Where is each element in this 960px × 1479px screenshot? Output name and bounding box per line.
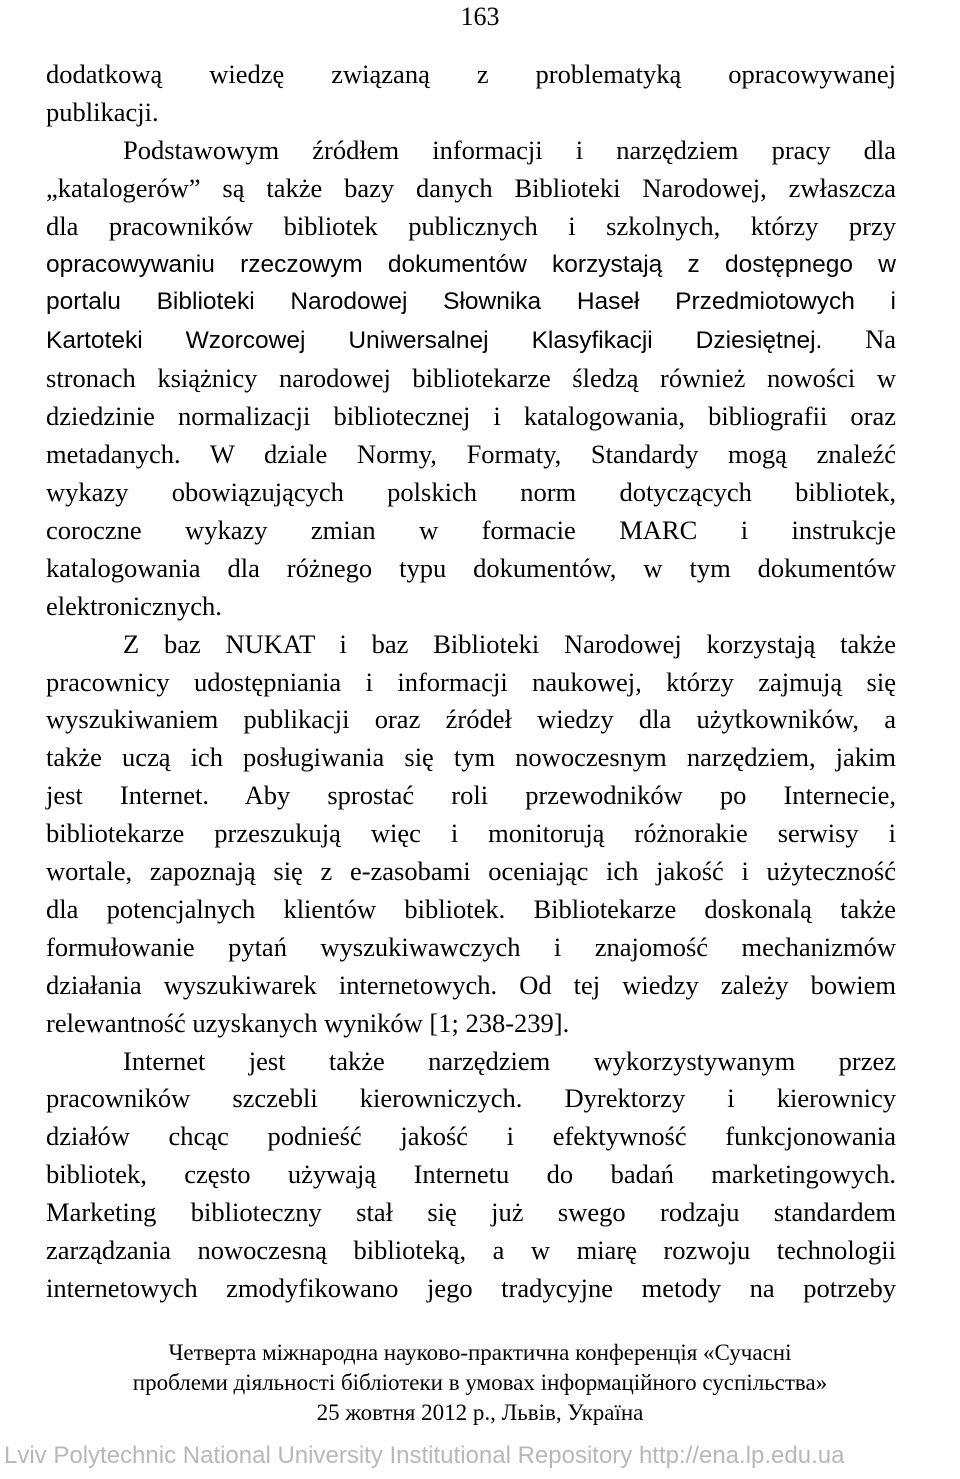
footer-line: 25 жовтня 2012 р., Львів, Україна <box>316 1400 644 1425</box>
text-line: Podstawowym źródłem informacji i narzędziem pracy dla <box>123 134 896 165</box>
text-line: opracowywaniu rzeczowym dokumentów korzystają z dostępnego w <box>46 250 896 278</box>
text-line: katalogowania dla różnego typu dokumentów, w tym dokumentów <box>46 552 896 583</box>
text-line: pracowników szczebli kierowniczych. Dyrektorzy i kierownicy <box>46 1083 896 1114</box>
text-line: relewantność uzyskanych wyników [1; 238-239]. <box>46 1007 570 1038</box>
text-run: Na <box>865 324 896 355</box>
text-line: formułowanie pytań wyszukiwawczych i znajomość mechanizmów <box>46 931 896 962</box>
text-line-mixed <box>46 321 896 360</box>
text-line: Z baz NUKAT i baz Biblioteki Narodowej korzystają także <box>123 628 896 659</box>
text-line: zarządzania nowoczesną biblioteką, a w miarę rozwoju technologii <box>46 1235 896 1266</box>
text-line: dla potencjalnych klientów bibliotek. Bibliotekarze doskonalą także <box>46 893 896 924</box>
text-line: wykazy obowiązujących polskich norm dotyczących bibliotek, <box>46 476 896 507</box>
text-line: Marketing biblioteczny stał się już swego rodzaju standardem <box>46 1197 896 1228</box>
text-line: bibliotek, często używają Internetu do badań marketingowych. <box>46 1159 896 1190</box>
text-line: metadanych. W dziale Normy, Formaty, Standardy mogą znaleźć <box>46 439 896 470</box>
text-line: dodatkową wiedzę związaną z problematyką opracowywanej <box>46 59 896 89</box>
text-line: pracownicy udostępniania i informacji naukowej, którzy zajmują się <box>46 666 896 697</box>
text-line: elektronicznych. <box>46 590 222 621</box>
text-line: stronach książnicy narodowej bibliotekarze śledzą również nowości w <box>46 363 896 394</box>
page-number: 163 <box>460 2 500 31</box>
text-line: dla pracowników bibliotek publicznych i szkolnych, którzy przy <box>46 210 896 241</box>
text-run: Kartoteki Wzorcowej Uniwersalnej Klasyfikacji Dziesiętnej. <box>46 327 823 355</box>
text-line: jest Internet. Aby sprostać roli przewodników po Internecie, <box>46 780 896 811</box>
footer-line: проблеми діяльності бібліотеки в умовах інформаційного суспільства» <box>132 1370 828 1395</box>
repository-watermark: Lviv Polytechnic National University Institutional Repository http://ena.lp.edu.ua <box>4 1442 845 1469</box>
body-text <box>46 56 896 1308</box>
text-line: portalu Biblioteki Narodowej Słownika Haseł Przedmiotowych i <box>46 288 896 316</box>
text-line: coroczne wykazy zmian w formacie MARC i instrukcje <box>46 514 896 545</box>
text-line: także uczą ich posługiwania się tym nowoczesnym narzędziem, jakim <box>46 742 896 773</box>
text-line: Internet jest także narzędziem wykorzystywanym przez <box>123 1045 896 1076</box>
text-line: internetowych zmodyfikowano jego tradycyjne metody na potrzeby <box>46 1273 896 1303</box>
text-line: bibliotekarze przeszukują więc i monitorują różnorakie serwisy i <box>46 818 896 849</box>
text-line: publikacji. <box>46 96 159 127</box>
text-line: działania wyszukiwarek internetowych. Od tej wiedzy zależy bowiem <box>46 969 896 1000</box>
text-line: wortale, zapoznają się z e-zasobami oceniając ich jakość i użyteczność <box>46 856 896 887</box>
footer-line: Четверта міжнародна науково-практична конференція «Сучасні <box>168 1340 792 1365</box>
text-line: „katalogerów” są także bazy danych Biblioteki Narodowej, zwłaszcza <box>46 172 896 203</box>
text-line: dziedzinie normalizacji bibliotecznej i katalogowania, bibliografii oraz <box>46 401 896 432</box>
conference-footer <box>0 1338 960 1428</box>
text-line: wyszukiwaniem publikacji oraz źródeł wiedzy dla użytkowników, a <box>46 704 896 735</box>
text-line: działów chcąc podnieść jakość i efektywność funkcjonowania <box>46 1121 896 1152</box>
